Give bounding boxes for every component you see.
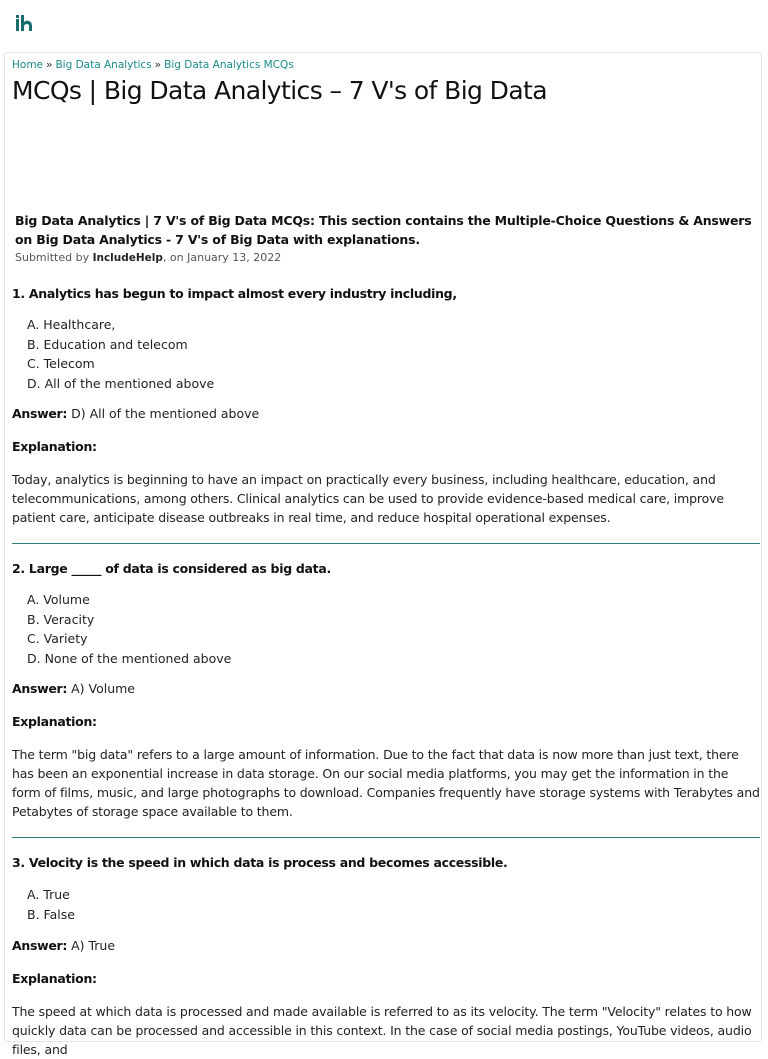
breadcrumb-home[interactable]: Home — [12, 59, 44, 71]
submitted-date: , on January 13, 2022 — [162, 251, 282, 264]
question-text: 1. Analytics has begun to impact almost every industry including, — [12, 286, 457, 301]
question-text: 2. Large _____ of data is considered as big data. — [12, 561, 331, 576]
answer-line — [12, 405, 760, 423]
option-item: C. Variety — [27, 631, 88, 646]
explanation-text: The term "big data" refers to a large amount of information. Due to the fact that data is now more than just text, there has been an exponential increase in data storage. On our social media platforms, you may get the information in the form of films, music, and large photographs to download. Companies frequently have storage systems with Terabytes and Petabytes of storage space available to them. — [12, 747, 760, 819]
answer-value: D) All of the mentioned above — [71, 406, 260, 421]
options-list — [12, 590, 760, 668]
intro-text: Big Data Analytics | 7 V's of Big Data MCQs: This section contains the Multiple-Choice Questions & Answers on Big Data Analytics - 7 V's of Big Data with explanations. — [15, 213, 752, 247]
explanation-label: Explanation: — [12, 714, 97, 729]
submitted-prefix: Submitted by — [15, 251, 93, 264]
answer-label: Answer: — [12, 681, 68, 696]
breadcrumb-separator: » — [46, 59, 53, 71]
answer-value: A) True — [71, 938, 116, 953]
explanation-text: Today, analytics is beginning to have an impact on practically every business, including healthcare, education, and telecommunications, among others. Clinical analytics can be used to provide evidence-based medical care, improve patient care, anticipate disease outbreaks in real time, and reduce hospital operational expenses. — [12, 472, 724, 525]
option-item: D. All of the mentioned above — [27, 375, 215, 391]
answer-label: Answer: — [12, 938, 68, 953]
breadcrumb — [12, 58, 760, 72]
author-link[interactable]: IncludeHelp — [92, 252, 163, 264]
answer-value: A) Volume — [71, 681, 135, 696]
breadcrumb-big-data-analytics[interactable]: Big Data Analytics — [55, 59, 152, 71]
answer-line — [12, 680, 760, 698]
explanation-label: Explanation: — [12, 439, 97, 454]
option-item: A. Healthcare, — [27, 317, 116, 332]
option-item: A. Volume — [27, 592, 90, 607]
option-item: B. False — [27, 906, 75, 922]
explanation-text: The speed at which data is processed and made available is referred to as its velocity. The term "Velocity" relates to how quickly data can be processed and accessible in this context. In the case of social media postings, YouTube videos, audio files, and — [12, 1004, 752, 1057]
article-card — [4, 52, 762, 1057]
ad-placeholder — [12, 107, 760, 197]
option-item: C. Telecom — [27, 356, 95, 371]
option-item: B. Veracity — [27, 611, 95, 627]
explanation-label: Explanation: — [12, 971, 97, 986]
option-item: A. True — [27, 887, 70, 902]
submitted-line — [15, 251, 760, 265]
breadcrumb-big-data-mcqs[interactable]: Big Data Analytics MCQs — [164, 59, 294, 71]
includehelp-logo-icon[interactable] — [14, 14, 34, 34]
options-list — [12, 315, 760, 393]
breadcrumb-separator: » — [154, 59, 162, 71]
answer-label: Answer: — [12, 406, 68, 421]
site-header — [0, 0, 768, 48]
question-divider — [12, 837, 760, 838]
answer-line — [12, 937, 760, 955]
question-text: 3. Velocity is the speed in which data is process and becomes accessible. — [12, 855, 508, 870]
option-item: B. Education and telecom — [27, 336, 188, 352]
question-divider — [12, 543, 760, 544]
page-title: MCQs | Big Data Analytics – 7 V's of Big Data — [12, 76, 547, 105]
options-list — [12, 885, 760, 924]
option-item: D. None of the mentioned above — [27, 650, 232, 666]
